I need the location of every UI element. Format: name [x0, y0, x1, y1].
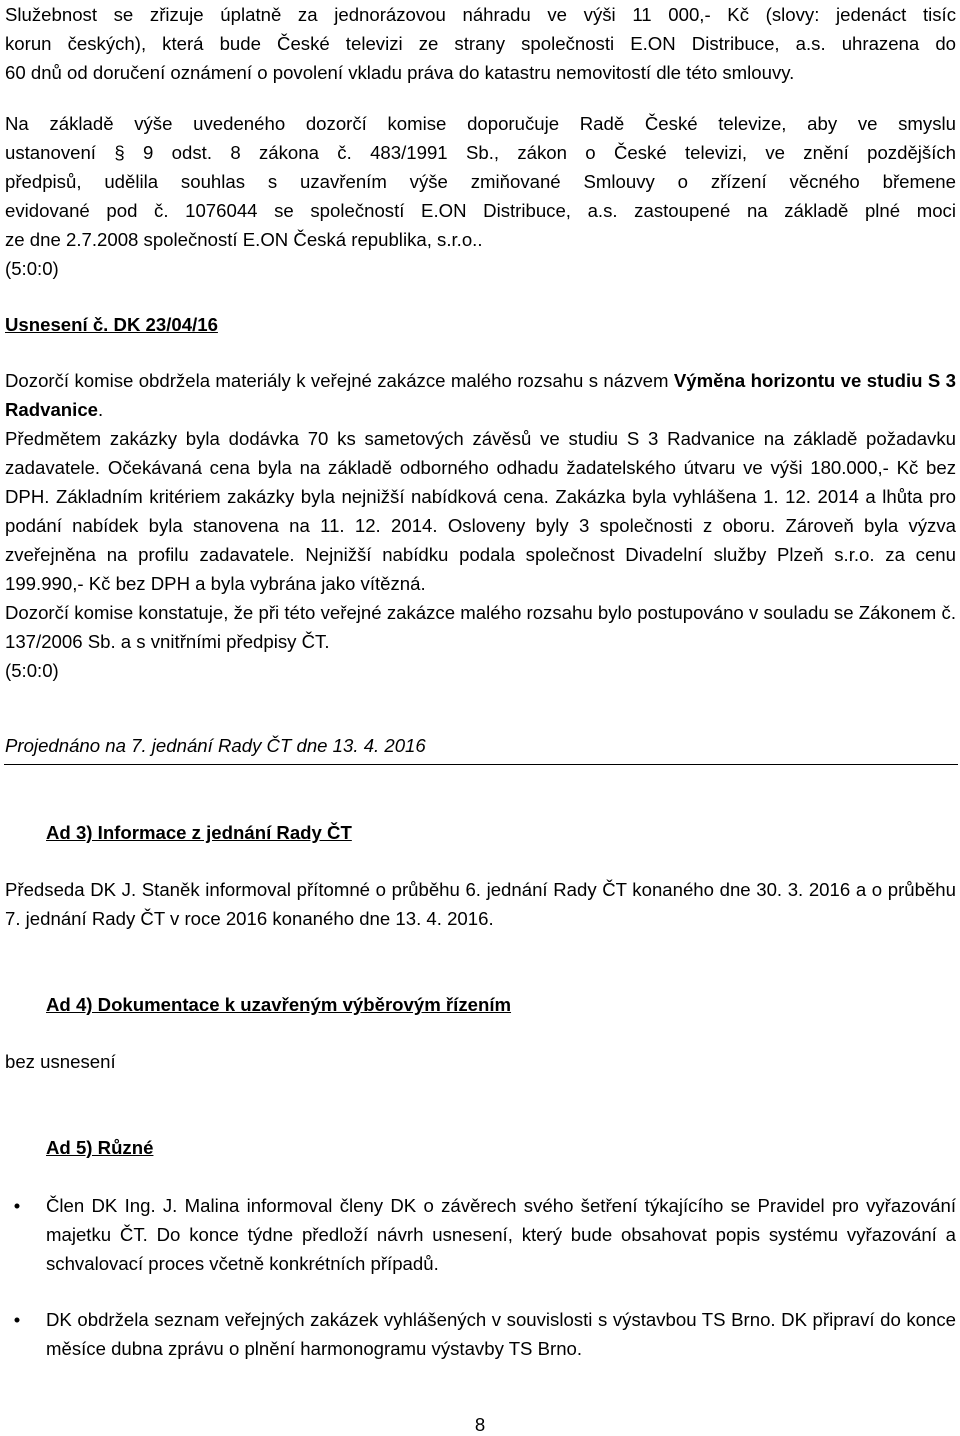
contract-title: Výměna horizontu ve studiu S 3 Radvanice	[5, 370, 956, 420]
text-line: korun českých), která bude České televizi ze strany společnosti E.ON Distribuce, a.s. uhrazena do	[5, 33, 956, 54]
resolution-heading-text: Usnesení č. DK 23/04/16	[5, 314, 218, 335]
text-line	[5, 138, 956, 167]
resolution-heading	[5, 310, 956, 339]
text-line: předpisů, udělila souhlas s uzavřením výše zmiňované Smlouvy o zřízení věcného břemene	[5, 171, 956, 192]
ad4-note: bez usnesení	[5, 1051, 116, 1072]
resolution-intro	[5, 366, 956, 424]
text-line: evidované pod č. 1076044 se společností E.ON Distribuce, a.s. zastoupené na základě plné moci	[5, 200, 956, 221]
section-heading-ad3: Ad 3) Informace z jednání Rady ČT	[46, 822, 352, 843]
text-line: Služebnost se zřizuje úplatně za jednorázovou náhradu ve výši 11 000,- Kč (slovy: jedenáct tisíc	[5, 4, 956, 25]
resolution-details: Předmětem zakázky byla dodávka 70 ks sametových závěsů ve studiu S 3 Radvanice na základě požadavku zadavatele. Očekávaná cena byla na základě odborného odhadu žadatelského útvaru ve výši 180.000,- Kč bez DPH. Základním kritériem zakázky byla nejnižší nabídková cena. Zakázka byla vyhlášena 1. 12. 2014 a lhůta pro podání nabídek byla stanovena na 11. 12. 2014. Osloveny byly 3 společnosti z oboru. Zároveň byla výzva zveřejněna na profilu zadavatele. Nejnižší nabídku podala společnost Divadelní služby Plzeň s.r.o. za cenu 199.990,- Kč bez DPH a byla vybrána jako vítězná.	[5, 428, 956, 594]
discussed-text: Projednáno na 7. jednání Rady ČT dne 13. 4. 2016	[5, 735, 426, 756]
bullet-icon: •	[13, 1195, 21, 1216]
text-line: Na základě výše uvedeného dozorčí komise doporučuje Radě České televize, aby ve smyslu	[5, 113, 956, 134]
resolution-conclusion: Dozorčí komise konstatuje, že při této veřejné zakázce malého rozsahu bylo postupováno v souladu se Zákonem č. 137/2006 Sb. a s vnitřními předpisy ČT.	[5, 602, 956, 652]
discussed-note	[5, 731, 956, 760]
vote-result: (5:0:0)	[5, 258, 59, 279]
text-fragment: Dozorčí komise obdržela materiály k veřejné zakázce malého rozsahu s názvem	[5, 370, 669, 391]
page-number: 8	[474, 1414, 486, 1435]
divider	[4, 764, 958, 765]
list-item: DK obdržela seznam veřejných zakázek vyhlášených v souvislosti s výstavbou TS Brno. DK připraví do konce měsíce dubna zprávu o plnění harmonogramu výstavby TS Brno.	[46, 1309, 956, 1359]
easement-paragraph	[5, 0, 956, 87]
vote-result: (5:0:0)	[5, 660, 59, 681]
bullet-icon: •	[13, 1309, 21, 1330]
text-fragment: .	[98, 399, 104, 420]
text-line: 60 dnů od doručení oznámení o povolení vkladu práva do katastru nemovitostí dle této smlouvy.	[5, 62, 795, 83]
section-heading-ad5: Ad 5) Různé	[46, 1137, 154, 1158]
text-line: ze dne 2.7.2008 společností E.ON Česká republika, s.r.o..	[5, 229, 483, 250]
ad4-text	[5, 1047, 956, 1076]
text-fragment: 9 odst. 8 zákona č. 483/1991 Sb., zákon o České televizi, ve znění pozdějších	[143, 142, 957, 163]
section-heading-ad4: Ad 4) Dokumentace k uzavřeným výběrovým řízením	[46, 994, 512, 1015]
section-symbol: §	[114, 142, 125, 163]
list-item: Člen DK Ing. J. Malina informoval členy DK o závěrech svého šetření týkajícího se Pravidel pro vyřazování majetku ČT. Do konce týdne předloží návrh usnesení, který bude obsahovat popis systému vyřazování a schvalovací proces včetně konkrétních případů.	[46, 1195, 956, 1274]
ad3-text: Předseda DK J. Staněk informoval přítomné o průběhu 6. jednání Rady ČT konaného dne 30. 3. 2016 a o průběhu 7. jednání Rady ČT v roce 2016 konaného dne 13. 4. 2016.	[5, 879, 956, 929]
text-fragment: ustanovení	[5, 142, 96, 163]
resolution-body	[5, 366, 956, 685]
recommendation-paragraph	[5, 109, 956, 283]
